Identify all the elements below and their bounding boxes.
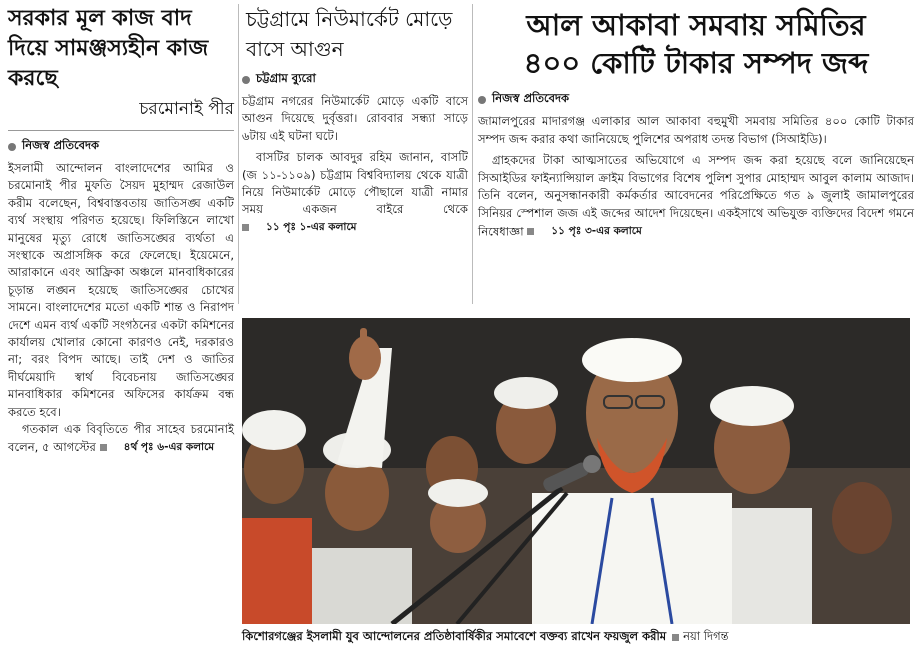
caption-text: কিশোরগঞ্জের ইসলামী যুব আন্দোলনের প্রতিষ্ঠাবার্ষিকীর সমাবেশে বক্তব্য রাখেন ফয়জুল করীম [242, 629, 667, 643]
middle-story-body: চট্টগ্রাম নগরের নিউমার্কেট মোড়ে একটি বাসে আগুন দিয়েছে দুর্বৃত্তরা। রোববার সন্ধ্যা সাড়ে ৬টায় এই ঘটনা ঘটে। [242, 94, 468, 143]
right-story-reporter [478, 90, 914, 109]
news-photo [242, 318, 910, 624]
right-headline-line-1: আল আকাবা সমবায় সমিতির [526, 8, 866, 42]
column-divider [238, 4, 239, 304]
photo-caption [242, 628, 914, 647]
reporter-label: চট্টগ্রাম ব্যুরো [256, 71, 316, 85]
right-story-headline [478, 6, 914, 82]
credit-label: নয়া দিগন্ত [683, 629, 729, 643]
right-story-continued[interactable] [527, 223, 642, 241]
reporter-label: নিজস্ব প্রতিবেদক [492, 91, 570, 105]
continued-label: ১১ পৃঃ ৩-এর কলামে [551, 224, 642, 237]
middle-story-reporter [242, 70, 468, 89]
divider [8, 130, 234, 131]
middle-story-body-2 [242, 149, 468, 236]
bullet-icon [242, 76, 250, 84]
left-story [8, 4, 234, 664]
continued-label: ১১ পৃঃ ১-এর কলামে [266, 220, 357, 233]
left-story-body: ইসলামী আন্দোলন বাংলাদেশের আমির ও চরমোনাই পীর মুফতি সৈয়দ মুহাম্মদ রেজাউল করীম বলেছেন, বিশ্ববাস্তবতায় জাতিসঙ্ঘ একটি ব্যর্থ সংস্থায় পরিণত হয়েছে। ফিলিস্তিনে লাখো মানুষের মৃত্যু রোধে জাতিসঙ্ঘের ব্যর্থতা এ সংস্থাকে অপ্রাসঙ্গিক করে ফেলেছে। ইয়েমেনে, আরাকানে এবং আফ্রিকা অঞ্চলে মানবাধিকারের চূড়ান্ত লঙ্ঘন হয়েছে জাতিসঙ্ঘের চোখের সামনে। বাংলাদেশের মতো একটি শান্ত ও নিরাপদ দেশে এমন ব্যর্থ একটি সংগঠনের একটা কমিশনের কার্যালয় খোলার কোনো কারণও নেই, দরকারও না; বরং বিপদ আছে। তাই দেশ ও জাতির দীর্ঘমেয়াদি স্বার্থ বিবেচনায় জাতিসঙ্ঘের মানবাধিকার কমিশনের অফিসের কার্যক্রম বন্ধ করতে হবে। [8, 161, 234, 419]
square-bullet-icon [100, 444, 107, 451]
left-story-headline: সরকার মূল কাজ বাদ দিয়ে সামঞ্জস্যহীন কাজ করছে [8, 6, 209, 91]
square-bullet-icon [242, 224, 249, 231]
column-divider [472, 4, 473, 304]
middle-story-body-2-text: বাসটির চালক আবদুর রহিম জানান, বাসটি (জ ১১-১১০৯) চট্টগ্রাম বিশ্ববিদ্যালয় থেকে যাত্রী নিয়ে নিউমার্কেট মোড়ে পৌছালে যাত্রী নামার সময় একজন বাইরে থেকে [242, 150, 468, 217]
bullet-icon [478, 96, 486, 104]
right-story-body-2-text: গ্রাহকদের টাকা আত্মসাতের অভিযোগে এ সম্পদ জব্দ করা হয়েছে বলে জানিয়েছেন সিআইডির ফাইন্যান্সিয়াল ক্রাইম বিভাগের বিশেষ পুলিশ সুপার মোহাম্মদ আবুল কালাম আজাদ। তিনি বলেন, অনুসন্ধানকারী কর্মকর্তার আবেদনের পরিপ্রেক্ষিতে গত ৯ জুলাই জামালপুরের সিনিয়র স্পেশাল জজ এই জব্দের আদেশ দিয়েছেন। একইসাথে অভিযুক্ত ব্যক্তিদের বিদেশ গমনে নিষেধাজ্ঞা [478, 153, 914, 238]
left-story-body-2 [8, 421, 234, 456]
left-story-continued[interactable] [100, 439, 215, 456]
bullet-icon [8, 143, 16, 151]
right-headline-line-2: ৪০০ কোটি টাকার সম্পদ জব্দ [523, 46, 869, 80]
middle-story-headline: চট্টগ্রামে নিউমার্কেট মোড়ে বাসে আগুন [246, 7, 453, 61]
left-story-body-2-text: গতকাল এক বিবৃতিতে পীর সাহেব চরমোনাই বলেন, ৫ আগস্টের [8, 422, 234, 454]
right-story-body: জামালপুরের মাদারগঞ্জ এলাকার আল আকাবা বহুমুখী সমবায় সমিতির ৪০০ কোটি টাকার সম্পদ জব্দ করার কথা জানিয়েছে পুলিশের অপরাধ তদন্ত বিভাগ (সিআইডি)। [478, 114, 914, 146]
right-story-body-2 [478, 152, 914, 240]
continued-label: ৪র্থ পৃঃ ৬-এর কলামে [123, 440, 215, 453]
reporter-label: নিজস্ব প্রতিবেদক [22, 138, 100, 152]
photo-credit [672, 628, 728, 647]
left-story-quoted-person: চরমোনাই পীর [139, 99, 234, 119]
photo-illustration [242, 318, 910, 624]
right-story [478, 2, 914, 302]
square-bullet-icon [527, 228, 534, 235]
square-bullet-icon [672, 634, 679, 641]
left-story-reporter [8, 137, 234, 156]
middle-story-continued[interactable] [242, 219, 357, 236]
middle-story [242, 4, 468, 304]
